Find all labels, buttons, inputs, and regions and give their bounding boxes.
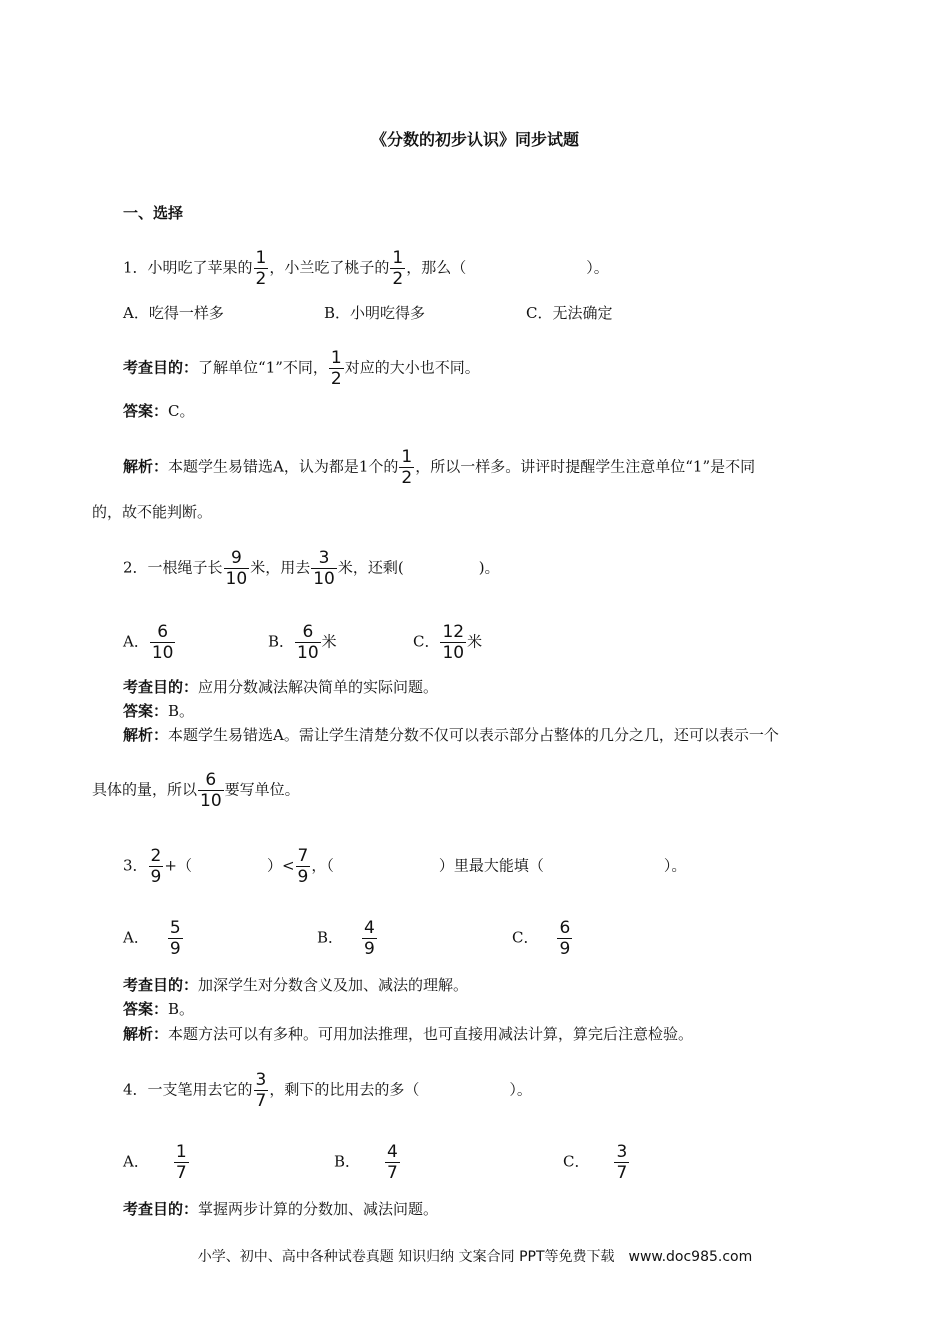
fraction: $\frac{6}{10}$	[200, 770, 222, 811]
q1-answer: 答案：C。	[123, 402, 195, 420]
question-3: 3． $\frac{2}{9}$ +（ ）< $\frac{7}{9}$ ，（ ）里最大能填（ ）。	[123, 846, 687, 887]
q3-option-c: C． $\frac{6}{9}$	[512, 918, 571, 959]
fraction: $\frac{1}{2}$	[255, 248, 267, 289]
q1-option-a: A．吃得一样多	[123, 304, 224, 322]
fraction: $\frac{1}{2}$	[330, 348, 342, 389]
fraction: $\frac{6}{10}$	[151, 622, 174, 663]
question-1: 1．小明吃了苹果的 $\frac{1}{2}$ ，小兰吃了桃子的 $\frac{1}{2}$ ，那么（ ）。	[123, 248, 609, 289]
fraction: $\frac{1}{2}$	[401, 447, 413, 488]
fraction: $\frac{9}{10}$	[225, 548, 248, 589]
q4-option-a: A． $\frac{1}{7}$	[123, 1142, 187, 1183]
fraction: $\frac{6}{10}$	[297, 622, 319, 663]
q3-option-a: A． $\frac{5}{9}$	[123, 918, 181, 959]
q2-option-b: B． $\frac{6}{10}$ 米	[268, 622, 337, 663]
fraction: $\frac{2}{9}$	[150, 846, 162, 887]
q3-option-b: B． $\frac{4}{9}$	[317, 918, 375, 959]
q2-option-a: A． $\frac{6}{10}$	[123, 622, 174, 663]
q2-analysis-cont: 具体的量，所以 $\frac{6}{10}$ 要写单位。	[92, 770, 300, 811]
q2-analysis: 解析：本题学生易错选A。需让学生清楚分数不仅可以表示部分占整体的几分之几，还可以表示一个	[123, 726, 779, 744]
section-heading: 一、选择	[123, 204, 184, 222]
q4-option-b: B． $\frac{4}{7}$	[334, 1142, 398, 1183]
q4-purpose: 考查目的：掌握两步计算的分数加、减法问题。	[123, 1200, 439, 1218]
q1-analysis: 解析：本题学生易错选A，认为都是1个的 $\frac{1}{2}$ ，所以一样多。讲评时提醒学生注意单位“1”是不同	[123, 447, 756, 488]
q1-option-c: C．无法确定	[526, 304, 613, 322]
q2-option-c: C． $\frac{12}{10}$ 米	[413, 622, 483, 663]
fraction: $\frac{3}{7}$	[255, 1070, 267, 1111]
q3-purpose: 考查目的：加深学生对分数含义及加、减法的理解。	[123, 976, 469, 994]
q1-purpose: 考查目的：了解单位“1”不同， $\frac{1}{2}$ 对应的大小也不同。	[123, 348, 480, 389]
q2-purpose: 考查目的：应用分数减法解决简单的实际问题。	[123, 678, 439, 696]
q3-analysis: 解析：本题方法可以有多种。可用加法推理，也可直接用减法计算，算完后注意检验。	[123, 1025, 694, 1043]
fraction: $\frac{3}{7}$	[616, 1142, 628, 1183]
q4-option-c: C． $\frac{3}{7}$	[563, 1142, 628, 1183]
fraction: $\frac{12}{10}$	[442, 622, 465, 663]
fraction: $\frac{1}{2}$	[392, 248, 404, 289]
question-2: 2．一根绳子长 $\frac{9}{10}$ 米，用去 $\frac{3}{10}$ 米，还剩( )。	[123, 548, 500, 589]
q2-answer: 答案：B。	[123, 702, 195, 720]
q1-analysis-cont: 的，故不能判断。	[92, 503, 213, 521]
fraction: $\frac{1}{7}$	[175, 1142, 187, 1183]
question-4: 4．一支笔用去它的 $\frac{3}{7}$ ，剩下的比用去的多（ ）。	[123, 1070, 532, 1111]
fraction: $\frac{3}{10}$	[313, 548, 335, 589]
fraction: $\frac{6}{9}$	[559, 918, 571, 959]
q3-answer: 答案：B。	[123, 1000, 195, 1018]
fraction: $\frac{5}{9}$	[169, 918, 181, 959]
fraction: $\frac{7}{9}$	[297, 846, 309, 887]
page-title: 《分数的初步认识》同步试题	[370, 130, 579, 149]
footer-banner: 小学、初中、高中各种试卷真题 知识归纳 文案合同 PPT等免费下载 www.doc985.com	[197, 1249, 753, 1265]
fraction: $\frac{4}{7}$	[387, 1142, 398, 1183]
q1-option-b: B．小明吃得多	[324, 304, 426, 322]
fraction: $\frac{4}{9}$	[364, 918, 375, 959]
